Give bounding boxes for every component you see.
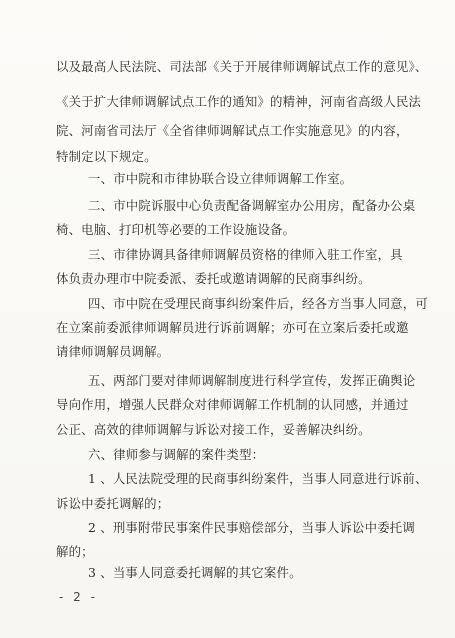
page-number: - 2 - bbox=[59, 590, 98, 604]
text-line: 1 、人民法院受理的民商事纠纷案件，当事人同意进行诉前、 bbox=[88, 471, 428, 486]
text-line: 六、律师参与调解的案件类型： bbox=[88, 447, 265, 462]
text-line: 三、市律协调具备律师调解员资格的律师入驻工作室，具 bbox=[88, 247, 403, 262]
text-line: 诉讼中委托调解的； bbox=[56, 496, 170, 511]
text-line: 二、市中院诉服中心负责配备调解室办公用房，配备办公桌 bbox=[88, 198, 416, 213]
text-line: 导向作用，增强人民群众对律师调解工作机制的认同感，并通过 bbox=[56, 397, 409, 412]
text-line: 四、市中院在受理民商事纠纷案件后，经各方当事人同意，可 bbox=[88, 296, 428, 311]
text-line: 解的； bbox=[56, 544, 94, 559]
text-line: 《关于扩大律师调解试点工作的通知》的精神，河南省高级人民法 bbox=[56, 94, 422, 109]
text-line: 2 、刑事附带民事案件民事赔偿部分，当事人诉讼中委托调 bbox=[88, 520, 415, 535]
text-line: 特制定以下规定。 bbox=[56, 149, 157, 164]
text-line: 以及最高人民法院、司法部《关于开展律师调解试点工作的意见》、 bbox=[56, 59, 428, 74]
text-line: 公正、高效的律师调解与诉讼对接工作，妥善解决纠纷。 bbox=[56, 422, 371, 437]
text-line: 体负责办理市中院委派、委托或邀请调解的民商事纠纷。 bbox=[56, 271, 371, 286]
text-line: 在立案前委派律师调解员进行诉前调解；亦可在立案后委托或邀 bbox=[56, 320, 409, 335]
text-line: 请律师调解员调解。 bbox=[56, 344, 170, 359]
text-line: 五、两部门要对律师调解制度进行科学宣传，发挥正确舆论 bbox=[88, 373, 416, 388]
text-line: 3 、当事人同意委托调解的其它案件。 bbox=[88, 565, 302, 580]
text-line: 一、市中院和市律协联合设立律师调解工作室。 bbox=[88, 171, 353, 186]
text-line: 院、河南省司法厅《全省律师调解试点工作实施意见》的内容， bbox=[56, 123, 409, 138]
text-line: 椅、电脑、打印机等必要的工作设施设备。 bbox=[56, 222, 296, 237]
